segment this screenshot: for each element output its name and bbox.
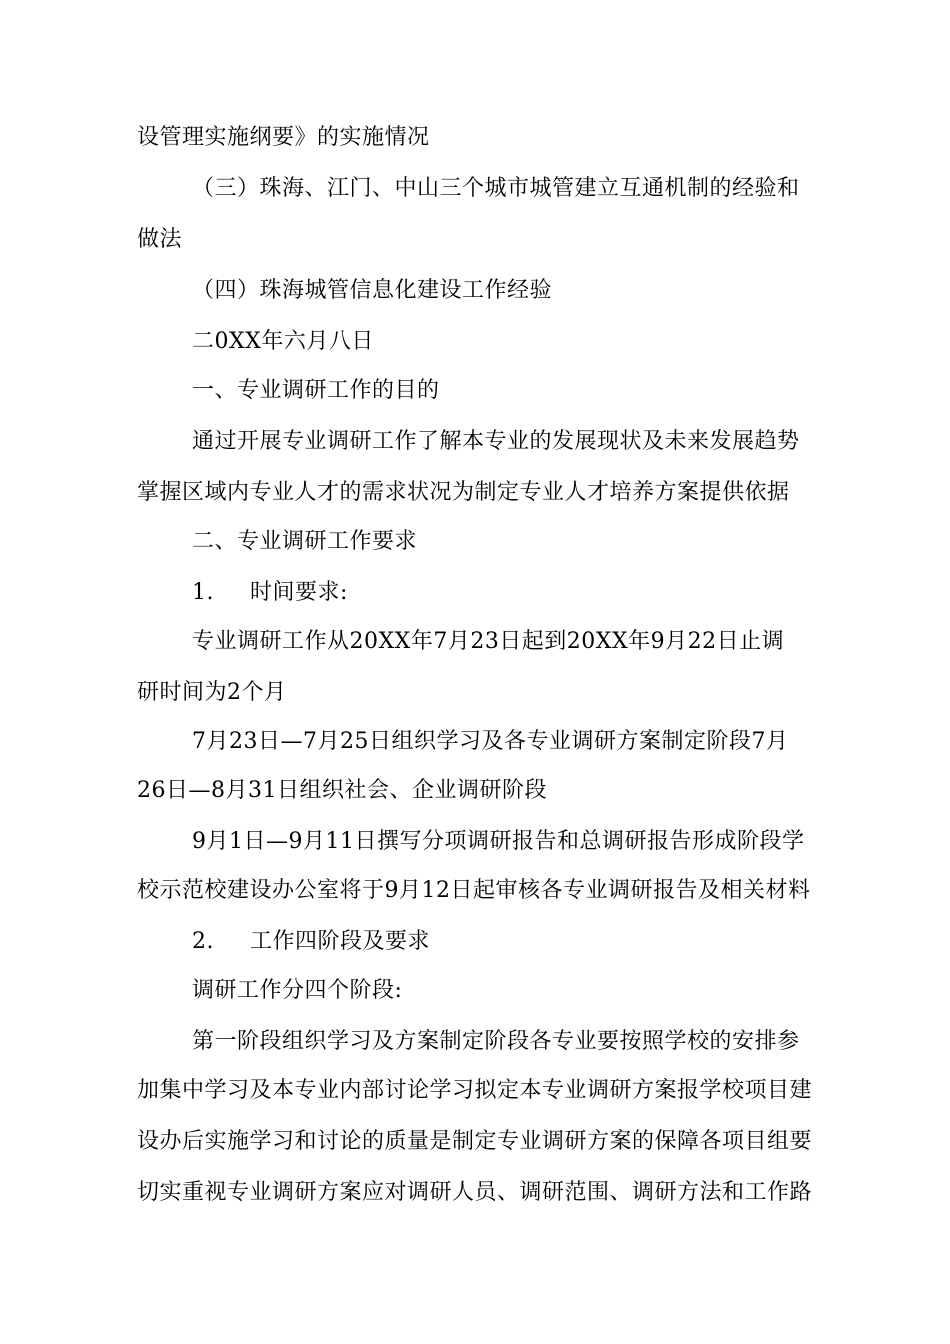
section-heading-3: （三）珠海、江门、中山三个城市城管建立互通机制的经验和 — [192, 176, 800, 201]
list-item-text: 时间要求: — [250, 580, 348, 605]
body-text-line: 9月1日—9月11日撰写分项调研报告和总调研报告形成阶段学 — [192, 829, 805, 854]
section-heading-requirements: 二、专业调研工作要求 — [192, 529, 418, 554]
body-text-line: 做法 — [137, 227, 183, 252]
list-number: 2. — [192, 929, 214, 954]
list-item-text: 工作四阶段及要求 — [250, 929, 431, 954]
section-heading-purpose: 一、专业调研工作的目的 — [192, 378, 440, 403]
numbered-item-stages — [192, 929, 430, 955]
body-text-line: 切实重视专业调研方案应对调研人员、调研范围、调研方法和工作路 — [137, 1180, 813, 1205]
body-text-line: 第一阶段组织学习及方案制定阶段各专业要按照学校的安排参 — [192, 1029, 800, 1054]
date-line: 二0XX年六月八日 — [192, 329, 374, 354]
body-text-line: 26日—8月31日组织社会、企业调研阶段 — [137, 778, 547, 803]
numbered-item-time — [192, 580, 348, 606]
body-text-line: 校示范校建设办公室将于9月12日起审核各专业调研报告及相关材料 — [137, 878, 811, 903]
body-text-line: 设办后实施学习和讨论的质量是制定专业调研方案的保障各项目组要 — [137, 1129, 813, 1154]
body-text-line: 研时间为2个月 — [137, 680, 287, 705]
body-text-line: 专业调研工作从20XX年7月23日起到20XX年9月22日止调 — [192, 629, 785, 654]
list-number: 1. — [192, 580, 214, 605]
section-heading-4: （四）珠海城管信息化建设工作经验 — [192, 278, 553, 303]
body-text-line: 通过开展专业调研工作了解本专业的发展现状及未来发展趋势 — [192, 429, 800, 454]
body-text-line: 7月23日—7月25日组织学习及各专业调研方案制定阶段7月 — [192, 729, 789, 754]
body-text-line: 掌握区域内专业人才的需求状况为制定专业人才培养方案提供依据 — [137, 480, 790, 505]
body-text-line: 设管理实施纲要》的实施情况 — [137, 125, 430, 150]
body-text-line: 调研工作分四个阶段: — [192, 978, 403, 1003]
body-text-line: 加集中学习及本专业内部讨论学习拟定本专业调研方案报学校项目建 — [137, 1078, 813, 1103]
